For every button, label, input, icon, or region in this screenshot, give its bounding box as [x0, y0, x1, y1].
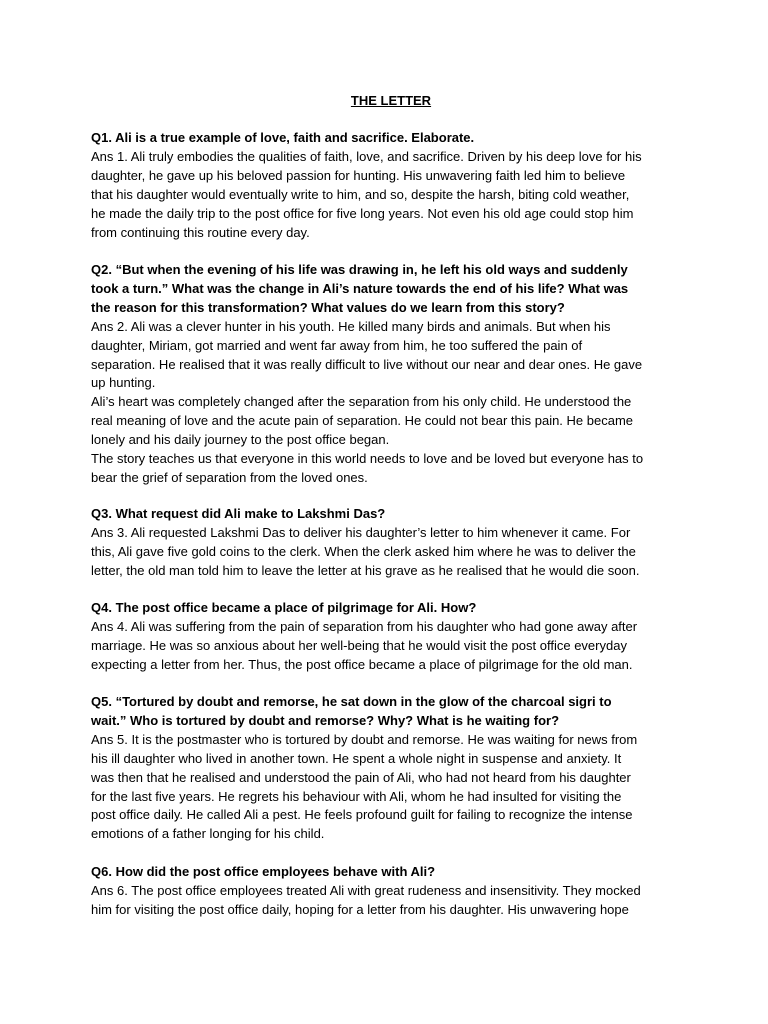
question-q2	[91, 261, 691, 318]
answer-line: lonely and his daily journey to the post office began.	[91, 432, 390, 448]
answer-line: The story teaches us that everyone in this world needs to love and be loved but everyone has to	[91, 451, 644, 467]
answer-line: bear the grief of separation from the loved ones.	[91, 469, 368, 485]
question-line: Q6. How did the post office employees behave with Ali?	[91, 864, 436, 879]
answer-a4	[91, 618, 691, 675]
question-q1	[91, 129, 691, 148]
question-line: Q4. The post office became a place of pilgrimage for Ali. How?	[91, 600, 477, 615]
question-line: Q5. “Tortured by doubt and remorse, he sat down in the glow of the charcoal sigri to	[91, 694, 612, 709]
document-title: THE LETTER	[350, 93, 432, 108]
answer-a6	[91, 882, 691, 920]
answer-line: his ill daughter who lived in another town. He spent a whole night in suspense and anxiety. It	[91, 750, 622, 766]
question-q3	[91, 505, 691, 524]
qa-block-q2	[91, 261, 691, 488]
question-q4	[91, 599, 691, 618]
answer-line: for the last five years. He regrets his behaviour with Ali, whom he had insulted for visiting the	[91, 788, 622, 804]
qa-block-q4	[91, 599, 691, 675]
answer-line: he made the daily trip to the post office for five long years. Not even his old age could stop him	[91, 205, 634, 221]
answer-a2	[91, 318, 691, 488]
answer-line: Ans 4. Ali was suffering from the pain of separation from his daughter who had gone away after	[91, 618, 638, 634]
answer-a1	[91, 148, 691, 243]
answer-line: daughter, Miriam, got married and went far away from him, he too suffered the pain of	[91, 337, 583, 353]
question-line: Q1. Ali is a true example of love, faith and sacrifice. Elaborate.	[91, 130, 475, 145]
answer-a3	[91, 524, 691, 581]
question-line: wait.” Who is tortured by doubt and remorse? Why? What is he waiting for?	[91, 712, 560, 728]
document-page	[91, 92, 691, 917]
answer-line: expecting a letter from her. Thus, the post office became a place of pilgrimage for the old man.	[91, 656, 633, 672]
question-q6	[91, 863, 691, 882]
answer-line: up hunting.	[91, 375, 156, 391]
answer-line: emotions of a father longing for his child.	[91, 826, 325, 842]
question-line: the reason for this transformation? What values do we learn from this story?	[91, 299, 565, 315]
qa-block-q3	[91, 505, 691, 581]
answer-line: was then that he realised and understood the pain of Ali, who had not heard from his daughter	[91, 769, 631, 785]
question-line: Q2. “But when the evening of his life was drawing in, he left his old ways and suddenly	[91, 262, 628, 277]
answer-line: Ans 1. Ali truly embodies the qualities of faith, love, and sacrifice. Driven by his deep love for his	[91, 148, 642, 164]
qa-block-q6	[91, 863, 691, 920]
qa-block-q1	[91, 129, 691, 242]
answer-line: Ans 3. Ali requested Lakshmi Das to deliver his daughter’s letter to him whenever it came. For	[91, 524, 631, 540]
question-q5	[91, 693, 691, 731]
answer-line: real meaning of love and the acute pain of separation. He could not bear this pain. He became	[91, 413, 634, 429]
answer-line: Ali’s heart was completely changed after the separation from his only child. He understood the	[91, 394, 632, 410]
answer-line: this, Ali gave five gold coins to the clerk. When the clerk asked him where he was to deliver the	[91, 543, 636, 559]
answer-line: from continuing this routine every day.	[91, 224, 310, 240]
answer-line: Ans 5. It is the postmaster who is tortured by doubt and remorse. He was waiting for news from	[91, 731, 638, 747]
answer-line: letter, the old man told him to leave the letter at his grave as he realised that he would die soon.	[91, 562, 640, 578]
answer-line: that his daughter would eventually write to him, and so, despite the harsh, biting cold weather,	[91, 186, 630, 202]
answer-line: marriage. He was so anxious about her well-being that he would visit the post office everyday	[91, 637, 627, 653]
answer-line: Ans 6. The post office employees treated Ali with great rudeness and insensitivity. They mocked	[91, 882, 641, 898]
qa-block-q5	[91, 693, 691, 844]
answer-line: separation. He realised that it was really difficult to live without our near and dear ones. He gave	[91, 356, 643, 372]
answer-line: post office daily. He called Ali a pest. He feels profound guilt for failing to recognize the intense	[91, 807, 633, 823]
answer-line: daughter, he gave up his beloved passion for hunting. His unwavering faith led him to believe	[91, 167, 626, 183]
question-line: Q3. What request did Ali make to Lakshmi Das?	[91, 506, 386, 521]
answer-line: him for visiting the post office daily, hoping for a letter from his daughter. His unwavering hope	[91, 901, 629, 917]
answer-line: Ans 2. Ali was a clever hunter in his youth. He killed many birds and animals. But when his	[91, 318, 611, 334]
question-line: took a turn.” What was the change in Ali’s nature towards the end of his life? What was	[91, 280, 629, 296]
answer-a5	[91, 731, 691, 844]
